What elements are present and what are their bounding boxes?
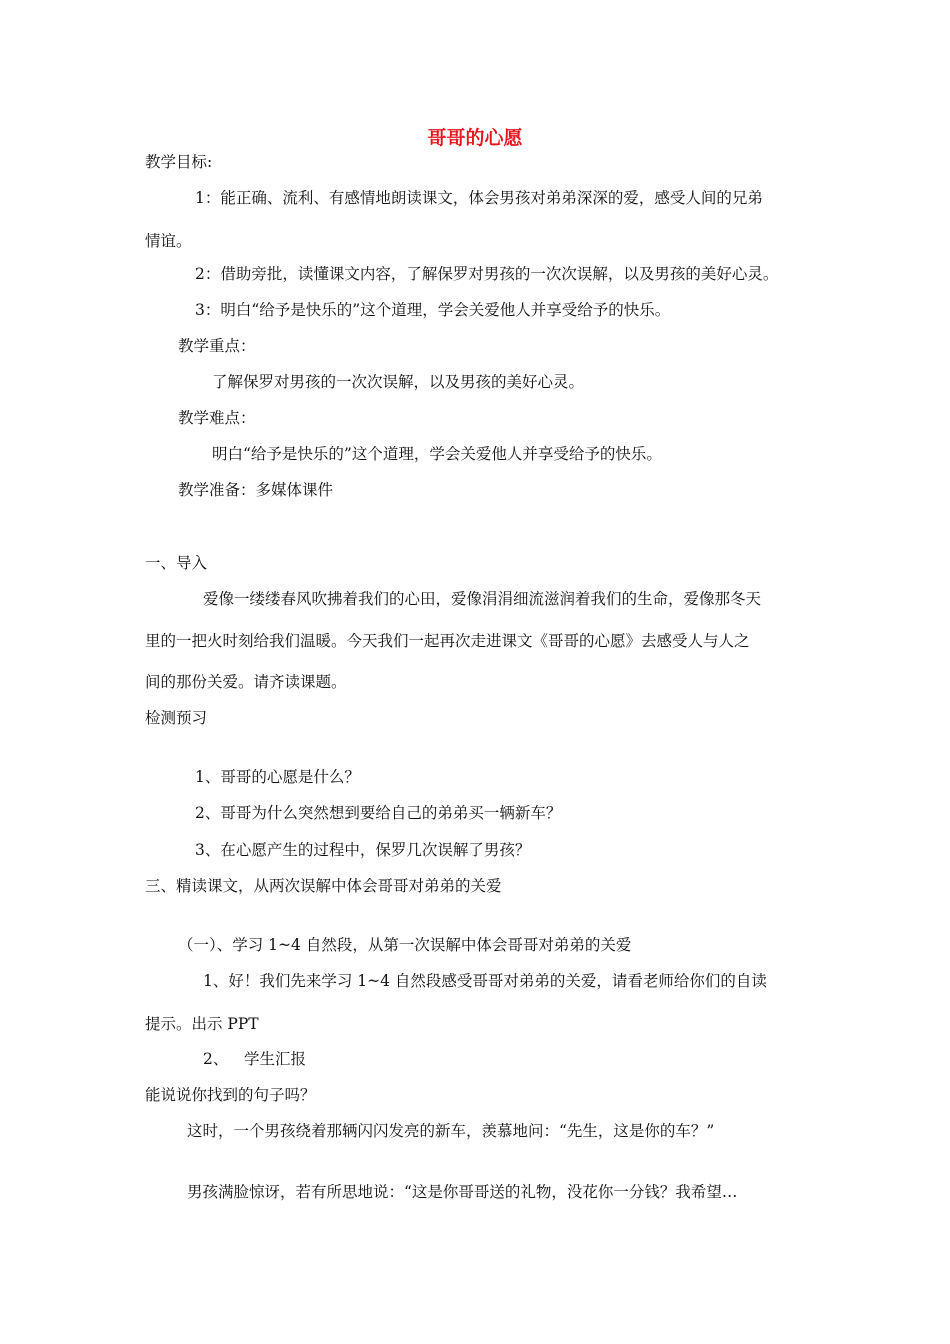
step2-number: 2、	[203, 1050, 229, 1068]
subsection-heading: （一）、学习 1~4 自然段，从第一次误解中体会哥哥对弟弟的关爱	[178, 936, 632, 954]
objective-line: 情谊。	[145, 232, 192, 250]
preview-question: 1、哥哥的心愿是什么？	[195, 768, 360, 786]
step2-text: 学生汇报	[244, 1050, 307, 1068]
objectives-heading: 教学目标:	[145, 153, 213, 171]
section1-heading: 一、导入	[145, 554, 208, 572]
preparation-text: 教学准备：多媒体课件	[178, 481, 334, 499]
question-text: 能说说你找到的句子吗？	[145, 1086, 316, 1104]
preview-question: 2、哥哥为什么突然想到要给自己的弟弟买一辆新车？	[195, 804, 562, 822]
intro-line: 里的一把火时刻给我们温暖。今天我们一起再次走进课文《哥哥的心愿》去感受人与人之	[145, 632, 750, 650]
intro-line: 间的那份关爱。请齐读课题。	[145, 673, 347, 691]
intro-line: 爱像一缕缕春风吹拂着我们的心田，爱像涓涓细流滋润着我们的生命，爱像那冬天	[203, 590, 762, 608]
objective-line: 2：借助旁批，读懂课文内容，了解保罗对男孩的一次次误解，以及男孩的美好心灵。	[195, 265, 779, 283]
preview-question: 3、在心愿产生的过程中，保罗几次误解了男孩？	[195, 841, 531, 859]
difficulty-text: 明白“给予是快乐的”这个道理，学会关爱他人并享受给予的快乐。	[212, 445, 662, 463]
preview-heading: 检测预习	[145, 709, 208, 727]
objective-line: 3：明白“给予是快乐的”这个道理，学会关爱他人并享受给予的快乐。	[195, 301, 671, 319]
objective-line: 1：能正确、流利、有感情地朗读课文，体会男孩对弟弟深深的爱，感受人间的兄弟	[195, 189, 763, 207]
quote-line: 这时，一个男孩绕着那辆闪闪发亮的新车，羡慕地问：“先生，这是你的车？”	[187, 1122, 715, 1140]
key-points-heading: 教学重点：	[178, 337, 256, 355]
section3-heading: 三、精读课文，从两次误解中体会哥哥对弟弟的关爱	[145, 877, 502, 895]
step-line: 1、好！我们先来学习 1~4 自然段感受哥哥对弟弟的关爱，请看老师给你们的自读	[203, 972, 767, 990]
quote-line: 男孩满脸惊讶，若有所思地说：“这是你哥哥送的礼物，没花你一分钱？我希望…	[187, 1183, 738, 1201]
difficulty-heading: 教学难点：	[178, 409, 256, 427]
step-line: 提示。出示 PPT	[145, 1015, 259, 1033]
key-points-text: 了解保罗对男孩的一次次误解，以及男孩的美好心灵。	[212, 373, 585, 391]
document-title: 哥哥的心愿	[427, 127, 523, 149]
